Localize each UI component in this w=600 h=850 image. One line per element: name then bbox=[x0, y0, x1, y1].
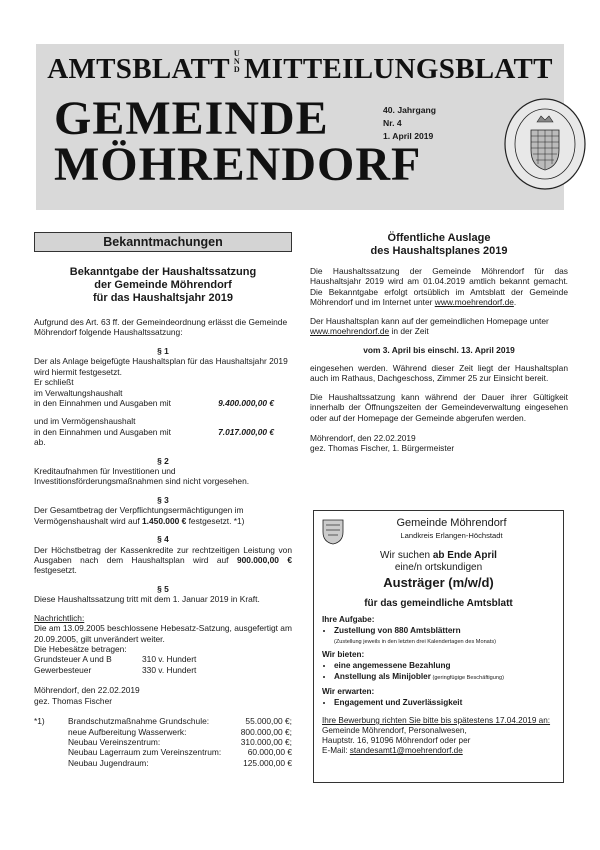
issue-date: 1. April 2019 bbox=[383, 131, 434, 141]
municipality-name: GEMEINDE MÖHRENDORF bbox=[54, 92, 422, 191]
list-item: • Anstellung als Minijobler (geringfügige Beschäftigung) bbox=[334, 672, 555, 682]
signature-name: gez. Thomas Fischer, 1. Bürgermeister bbox=[310, 443, 455, 454]
coat-of-arms-icon bbox=[322, 519, 344, 545]
ad-district: Landkreis Erlangen-Höchstadt bbox=[400, 530, 503, 540]
article-paragraph: Die Haushaltssatzung kann während der Dauer ihrer Gültigkeit innerhalb der Öffnungszeiten der Gemeindeverwaltung eingesehen oder auf der Homepage der Gemeinde abgerufen werden. bbox=[310, 391, 568, 423]
masthead-mitteilungsblatt: MITTEILUNGSBLATT bbox=[243, 53, 553, 85]
paragraph-3-text: Der Gesamtbetrag der Verpflichtungsermächtigungen im Vermögenshaushalt wird auf 1.450.000 € festgesetzt. *1) bbox=[34, 505, 245, 526]
note-text: Die am 13.09.2005 beschlossene Hebesatz-Satzung, ausgefertigt am 20.09.2005, gilt unverändert weiter. bbox=[34, 623, 292, 644]
footnote-row: neue Aufbereitung Wasserwerk: 800.000,00 €; bbox=[68, 726, 292, 737]
issue-info bbox=[383, 104, 436, 143]
ad-tasks-heading: Ihre Aufgabe: bbox=[322, 614, 375, 624]
section-banner: Bekanntmachungen bbox=[34, 232, 292, 252]
article-paragraph: Die Haushaltssatzung der Gemeinde Möhrendorf für das Haushaltsjahr 2019 wird am 01.04.2019 amtlich bekannt gemacht. Die Bekanntgabe erfolgt ortsüblich im Amtsblatt der Gemeinde Möhrendorf und im Internet unter www.moehrendorf.de. bbox=[310, 266, 568, 308]
capital-budget-row: in den Einnahmen und Ausgaben mit 7.017.000,00 € bbox=[34, 426, 274, 437]
ad-purpose: für das gemeindliche Amtsblatt bbox=[364, 598, 513, 610]
ad-employer: Gemeinde Möhrendorf bbox=[396, 517, 507, 529]
ad-role: Austräger (m/w/d) bbox=[383, 575, 494, 591]
job-advertisement bbox=[313, 510, 564, 783]
footnote-row: Neubau Jugendraum: 125.000,00 € bbox=[68, 757, 292, 768]
masthead-und: U N D bbox=[233, 49, 240, 74]
paragraph-4-text: Der Höchstbetrag der Kassenkredite zur rechtzeitigen Leistung von Ausgaben nach dem Haushaltsplan wird auf 900.000,00 € festgesetzt. bbox=[34, 544, 292, 576]
masthead-title bbox=[36, 50, 564, 88]
paragraph-5-heading: § 5 bbox=[157, 583, 169, 594]
footnote-row: Brandschutzmaßnahme Grundschule: 55.000,00 €; bbox=[68, 716, 292, 727]
footnote-table bbox=[68, 716, 292, 768]
website-link[interactable]: www.moehrendorf.de bbox=[310, 326, 390, 337]
public-display-column bbox=[310, 232, 568, 454]
paragraph-1-text: Der als Anlage beigefügte Haushaltsplan für das Haushaltsjahr 2019 wird hiermit festgesetzt. bbox=[34, 356, 288, 377]
ad-offer-list bbox=[334, 661, 555, 682]
paragraph-3-heading: § 3 bbox=[157, 494, 169, 505]
municipal-seal-icon bbox=[502, 96, 588, 192]
list-item: • Engagement und Zuverlässigkeit bbox=[334, 698, 555, 708]
paragraph-1-heading: § 1 bbox=[157, 345, 169, 356]
footnote-row: Neubau Lagerraum zum Vereinszentrum: 60.000,00 € bbox=[68, 747, 292, 758]
list-item: • Zustellung von 880 Amtsblättern (Zustellung jeweils in den letzten drei Kalendertagen des Monats) bbox=[334, 626, 555, 646]
tax-rate-row: Gewerbesteuer 330 v. Hundert bbox=[34, 664, 197, 675]
email-link[interactable]: standesamt1@moehrendorf.de bbox=[349, 746, 463, 756]
paragraph-5-text: Diese Haushaltssatzung tritt mit dem 1. Januar 2019 in Kraft. bbox=[34, 594, 260, 605]
footnote-row: Neubau Vereinszentrum: 310.000,00 €; bbox=[68, 736, 292, 747]
article-title: Öffentliche Auslage des Haushaltsplanes 2019 bbox=[370, 232, 508, 257]
footnote: *1) Brandschutzmaßnahme Grundschule: 55.000,00 €; neue Aufbereitung Wasserwerk: 800.000,00 €; Neubau Vereinszentrum: 310.000,00 €; Neubau Lagerraum zum Vereinszentrum: 60.000,00 € Neubau Jugendraum: 125.000,00 € bbox=[34, 716, 292, 768]
ad-contact: Ihre Bewerbung richten Sie bitte bis spätestens 17.04.2019 an: Gemeinde Möhrendorf, Personalwesen, Hauptstr. 16, 91096 Möhrendorf oder per E-Mail: standesamt1@moehrendorf.de bbox=[322, 715, 551, 756]
announcements-column: Bekanntmachungen Bekanntgabe der Haushaltssatzung der Gemeinde Möhrendorf für das Haushaltsjahr 2019 Aufgrund des Art. 63 ff. der Gemeindeordnung erlässt die Gemeinde Möhrendorf folgende Haushaltssatzung: § 1 Der als Anlage beigefügte Haushaltsplan für das Haushaltsjahr 2019 wird hiermit festgesetzt. Er schließt im Verwaltungshaushalt in den Einnahmen und Ausgaben mit 9.400.000,00 € und im Vermögenshaushalt in den Einnahmen und Ausgaben mit 7.017.000,00 € ab. § 2 Kreditaufnahmen für Investitionen und Investitionsförderungsmaßnahmen sind nicht vorgesehen. § 3 Der Gesamtbetrag der Verpflichtungsermächtigungen im Vermögenshaushalt wird auf 1.450.000 € festgesetzt. *1) § 4 Der Höchstbetrag der Kassenkredite zur rechtzeitigen Leistung von Ausgaben nach dem Haushaltsplan wird auf 900.000,00 € festgesetzt. § 5 Diese Haushaltssatzung tritt mit dem 1. Januar 2019 in Kraft. Nachrichtlich: Die am 13.09.2005 beschlossene Hebesatz-Satzung, ausgefertigt am 20.09.2005, gilt unverändert weiter. Die Hebesätze betragen: Grundsteuer A und B 310 v. Hundert Gewerbesteuer 330 v. Hundert Möhrendorf, den 22.02.2019 gez. Thomas Fischer *1) Brandschutzmaßnahme Grundschule: 55.000,00 €; neue Aufbereitung Wasserwerk: 800.000,00 €; Neubau Vereinszentrum: 310.000,00 €; Neubau Lagerraum zum Vereinszentrum: 60.000,00 € Neubau Jugendraum: 125.000,00 € bbox=[34, 232, 292, 768]
signature-name: gez. Thomas Fischer bbox=[34, 695, 113, 706]
note-heading: Nachrichtlich: bbox=[34, 612, 85, 623]
website-link[interactable]: www.moehrendorf.de bbox=[434, 297, 514, 308]
ad-tasks-list bbox=[334, 626, 555, 646]
tax-rate-row: Grundsteuer A und B 310 v. Hundert bbox=[34, 654, 197, 665]
paragraph-4-heading: § 4 bbox=[157, 534, 169, 545]
ad-expect-list bbox=[334, 698, 555, 708]
article-paragraph: Der Haushaltsplan kann auf der gemeindlichen Homepage unter www.moehrendorf.de in der Zeit bbox=[310, 315, 549, 337]
masthead-amtsblatt: AMTSBLATT bbox=[47, 53, 230, 85]
article-title: Bekanntgabe der Haushaltssatzung der Gemeinde Möhrendorf für das Haushaltsjahr 2019 bbox=[69, 266, 257, 304]
paragraph-2-heading: § 2 bbox=[157, 455, 169, 466]
issue-volume: 40. Jahrgang bbox=[383, 105, 437, 115]
article-intro: Aufgrund des Art. 63 ff. der Gemeindeordnung erlässt die Gemeinde Möhrendorf folgende Haushaltssatzung: bbox=[34, 317, 288, 338]
masthead bbox=[36, 44, 564, 210]
issue-number: Nr. 4 bbox=[383, 118, 402, 128]
article-paragraph: eingesehen werden. Während dieser Zeit liegt der Haushaltsplan auch im Rathaus, Dachgeschoss, Zimmer 25 zur Einsicht bereit. bbox=[310, 362, 568, 384]
list-item: • eine angemessene Bezahlung bbox=[334, 661, 555, 671]
signature-place: Möhrendorf, den 22.02.2019 bbox=[34, 685, 140, 696]
ad-expect-heading: Wir erwarten: bbox=[322, 686, 375, 696]
admin-budget-row: in den Einnahmen und Ausgaben mit 9.400.000,00 € bbox=[34, 397, 274, 408]
display-period: vom 3. April bis einschl. 13. April 2019 bbox=[363, 344, 515, 355]
paragraph-2-text: Kreditaufnahmen für Investitionen und Investitionsförderungsmaßnahmen sind nicht vorgesehen. bbox=[34, 466, 250, 487]
ad-offer-heading: Wir bieten: bbox=[322, 650, 365, 660]
ad-intro: Wir suchen ab Ende April eine/n ortskundigen bbox=[380, 550, 497, 574]
signature-place: Möhrendorf, den 22.02.2019 bbox=[310, 433, 416, 444]
